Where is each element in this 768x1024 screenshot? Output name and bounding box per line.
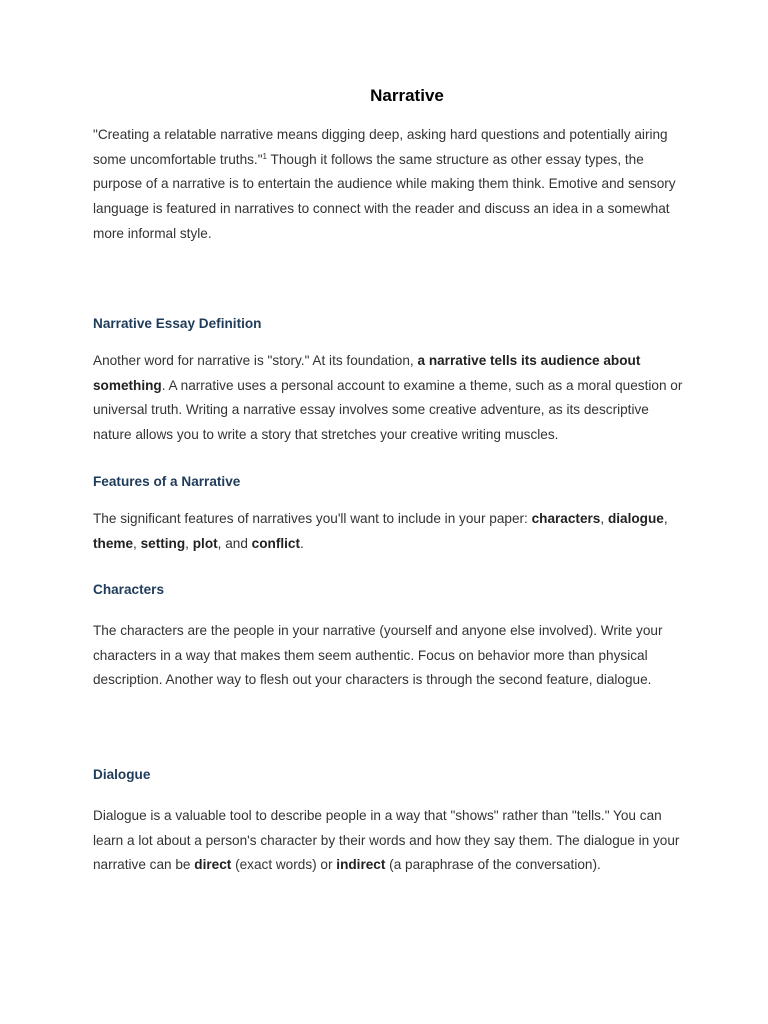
dialogue-text-1: Dialogue is a valuable tool to describe people in a way that "shows" rather than "tells." You can learn a lot about a person's character by their words and how they say them. The dialogue in your narrative can be	[93, 808, 680, 873]
definition-paragraph	[93, 349, 683, 448]
section-heading-features: Features of a Narrative	[93, 474, 241, 489]
separator: ,	[600, 511, 608, 526]
intro-paragraph	[93, 123, 683, 247]
intro-quote: "Creating a relatable narrative means digging deep, asking hard questions and potentially airing some uncomfortable truths."	[93, 127, 668, 167]
intro-text: Though it follows the same structure as other essay types, the purpose of a narrative is to entertain the audience while making them think. Emotive and sensory language is featured in narratives to connect with the reader and discuss an idea in a somewhat more informal style.	[93, 151, 676, 241]
dialogue-paragraph	[93, 804, 683, 878]
section-heading-dialogue: Dialogue	[93, 767, 151, 782]
definition-text-2: . A narrative uses a personal account to examine a theme, such as a moral question or universal truth. Writing a narrative essay involves some creative adventure, as its descriptive nature allows you to write a story that stretches your creative writing muscles.	[93, 377, 683, 443]
definition-emphasis: a narrative tells its audience about something	[93, 353, 641, 393]
feature-theme: theme	[93, 535, 134, 551]
dialogue-direct: direct	[194, 857, 232, 873]
characters-paragraph: The characters are the people in your narrative (yourself and anyone else involved). Write your characters in a way that makes them seem authentic. Focus on behavior more than physical description. Another way to flesh out your characters is through the second feature, dialogue.	[93, 623, 663, 688]
section-heading-characters: Characters	[93, 582, 165, 597]
features-text: The significant features of narratives you'll want to include in your paper:	[93, 511, 532, 526]
separator: , and	[217, 535, 252, 551]
feature-setting: setting	[140, 535, 186, 551]
features-paragraph	[93, 507, 683, 556]
separator: ,	[133, 535, 141, 551]
separator: ,	[663, 511, 668, 526]
separator: ,	[185, 535, 193, 551]
feature-dialogue: dialogue	[607, 511, 664, 526]
dialogue-indirect: indirect	[336, 857, 386, 873]
separator: .	[300, 535, 304, 551]
dialogue-text-3: (a paraphrase of the conversation).	[385, 857, 601, 873]
document-title: Narrative	[370, 86, 444, 105]
footnote-reference[interactable]: 1	[262, 151, 267, 161]
feature-plot: plot	[192, 535, 218, 551]
feature-conflict: conflict	[251, 535, 301, 551]
section-heading-definition: Narrative Essay Definition	[93, 316, 262, 331]
dialogue-text-2: (exact words) or	[231, 857, 337, 873]
feature-characters: characters	[531, 511, 601, 526]
definition-text-1: Another word for narrative is "story." At its foundation,	[93, 353, 418, 368]
